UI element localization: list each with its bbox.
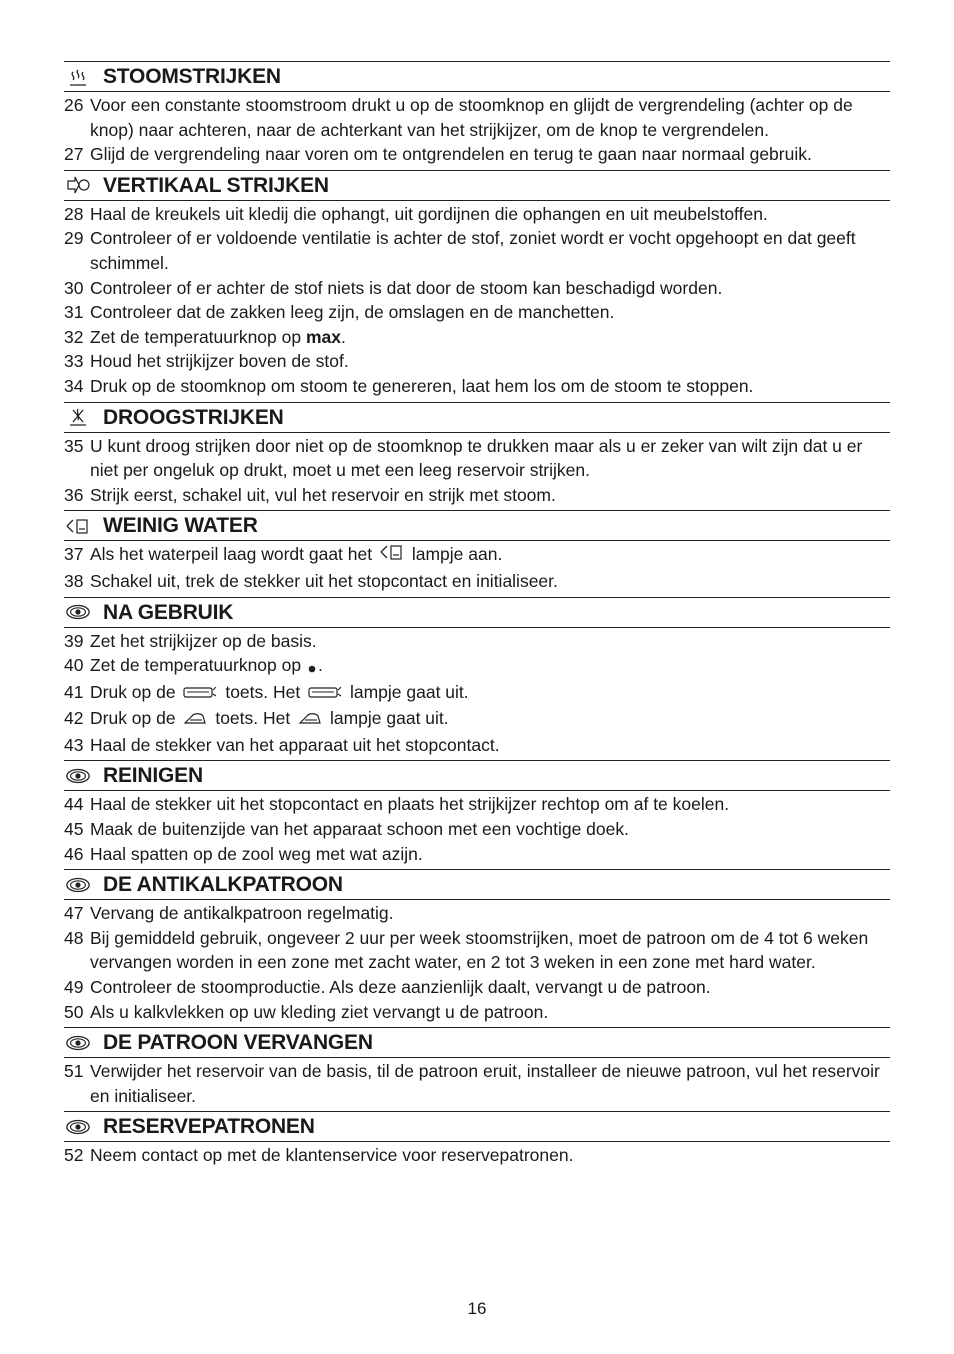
list-item [64, 142, 890, 167]
item-number: 51 [64, 1061, 84, 1082]
item-text: Voor een constante stoomstroom drukt u op de stoomknop en glijdt de vergrendeling (achter op de knop) naar achteren, naar de achterkant van het strijkijzer, om de knop te vergrendelen. [90, 95, 853, 140]
section-heading [64, 597, 890, 628]
item-text: Maak de buitenzijde van het apparaat schoon met een vochtige doek. [90, 819, 629, 840]
section-title: WEINIG WATER [103, 514, 258, 538]
section-heading [64, 170, 890, 201]
item-text [90, 706, 890, 733]
eye-icon [65, 1033, 91, 1053]
section-heading [64, 510, 890, 541]
list-item [64, 483, 890, 508]
item-text-part: toets. Het [220, 681, 306, 702]
item-text [90, 542, 890, 569]
eye-icon [65, 766, 91, 786]
item-text: Haal de stekker van het apparaat uit het stopcontact. [90, 734, 500, 755]
item-text-part: lampje aan. [406, 544, 503, 565]
item-list [64, 791, 890, 869]
list-item [64, 901, 890, 926]
item-number: 39 [64, 630, 84, 651]
list-item [64, 276, 890, 301]
item-list [64, 541, 890, 596]
list-item [64, 349, 890, 374]
section-heading [64, 760, 890, 791]
item-text-part: Druk op de [90, 708, 181, 729]
item-list [64, 900, 890, 1027]
item-text-part: lampje gaat uit. [325, 708, 449, 729]
section [64, 61, 890, 170]
steam-icon [65, 67, 91, 87]
item-text-part: Zet de temperatuurknop op [90, 326, 306, 347]
section-title: REINIGEN [103, 764, 203, 788]
item-number: 38 [64, 570, 84, 591]
item-text: Controleer de stoomproductie. Als deze aanzienlijk daalt, vervangt u de patroon. [90, 977, 711, 998]
item-number: 26 [64, 95, 84, 115]
item-number: 50 [64, 1001, 84, 1022]
item-text-part: Als het waterpeil laag wordt gaat het [90, 544, 377, 565]
section-title: RESERVEPATRONEN [103, 1115, 315, 1139]
item-text-part: . [317, 655, 323, 676]
item-list [64, 1058, 890, 1111]
section-heading [64, 61, 890, 92]
item-number: 33 [64, 351, 84, 372]
item-number: 47 [64, 903, 84, 924]
item-number: 40 [64, 655, 84, 676]
list-item [64, 202, 890, 227]
item-text: Controleer dat de zakken leeg zijn, de omslagen en de manchetten. [90, 302, 615, 323]
item-text: Bij gemiddeld gebruik, ongeveer 2 uur per week stoomstrijken, moet de patroon om de 4 tot 6 weken vervangen worden in een zone met zacht water, en 2 tot 3 weken in een zone met hard water. [90, 927, 869, 973]
section-title: DE PATROON VERVANGEN [103, 1031, 373, 1055]
item-number: 44 [64, 794, 84, 815]
section-title: NA GEBRUIK [103, 600, 234, 624]
low-water-icon [379, 542, 405, 569]
list-item [64, 706, 890, 733]
list-item [64, 926, 890, 975]
item-text [90, 325, 890, 350]
list-item [64, 842, 890, 867]
section [64, 1027, 890, 1111]
item-number: 43 [64, 734, 84, 755]
page-number: 16 [467, 1299, 487, 1318]
item-text-part: lampje gaat uit. [345, 681, 469, 702]
item-text-part: Druk op de [90, 681, 181, 702]
section-title: VERTIKAAL STRIJKEN [103, 173, 329, 197]
item-number: 42 [64, 708, 84, 729]
boiler-icon [307, 682, 343, 707]
item-list [64, 628, 890, 761]
item-number: 46 [64, 843, 84, 864]
section-heading [64, 402, 890, 433]
item-number: 28 [64, 203, 84, 224]
section [64, 170, 890, 402]
item-text: Vervang de antikalkpatroon regelmatig. [90, 903, 394, 924]
section-heading [64, 869, 890, 900]
list-item [64, 629, 890, 654]
section-heading [64, 1111, 890, 1142]
section [64, 1111, 890, 1171]
list-item [64, 434, 890, 483]
manual-page [64, 61, 890, 1171]
item-text: Haal spatten op de zool weg met wat azijn. [90, 843, 423, 864]
item-number: 35 [64, 435, 84, 456]
item-number: 31 [64, 302, 84, 323]
section-title: DROOGSTRIJKEN [103, 405, 284, 429]
eye-icon [65, 1117, 91, 1137]
item-text-part: . [341, 326, 346, 347]
list-item [64, 975, 890, 1000]
vertical-steam-icon [65, 175, 91, 195]
item-text: U kunt droog strijken door niet op de stoomknop te drukken maar als u er zeker van wilt zijn dat u er niet per ongeluk op drukt, moet u met een leeg reservoir strijken. [90, 435, 863, 481]
item-number: 36 [64, 484, 84, 505]
list-item [64, 226, 890, 275]
item-number: 29 [64, 228, 84, 249]
item-text: Zet het strijkijzer op de basis. [90, 630, 317, 651]
list-item [64, 569, 890, 594]
list-item [64, 792, 890, 817]
no-steam-icon [65, 407, 91, 427]
item-text: Neem contact op met de klantenservice voor reservepatronen. [90, 1145, 574, 1166]
eye-icon [65, 602, 91, 622]
item-text-part: Zet de temperatuurknop op [90, 655, 306, 676]
item-number: 34 [64, 375, 84, 396]
section [64, 402, 890, 511]
section-title: STOOMSTRIJKEN [103, 65, 281, 88]
iron-icon [297, 708, 323, 733]
low-water-icon [65, 516, 91, 536]
item-list [64, 1142, 890, 1171]
item-list [64, 433, 890, 511]
section-heading [64, 1027, 890, 1058]
section [64, 510, 890, 596]
item-text [90, 680, 890, 707]
item-number: 32 [64, 326, 84, 347]
list-item [64, 680, 890, 707]
item-text-bold: max [305, 326, 341, 347]
item-list [64, 92, 890, 170]
list-item [64, 325, 890, 350]
item-text: Verwijder het reservoir van de basis, til de patroon eruit, installeer de nieuwe patroon, vul het reservoir en initialiseer. [90, 1061, 880, 1106]
item-text: Druk op de stoomknop om stoom te genereren, laat hem los om de stoom te stoppen. [90, 375, 754, 396]
item-number: 52 [64, 1145, 84, 1166]
item-number: 45 [64, 819, 84, 840]
list-item [64, 1059, 890, 1108]
boiler-icon [182, 682, 218, 707]
list-item [64, 1000, 890, 1025]
item-text: Schakel uit, trek de stekker uit het stopcontact en initialiseer. [90, 570, 558, 591]
section [64, 597, 890, 761]
item-text-part: toets. Het [210, 708, 296, 729]
section [64, 869, 890, 1027]
list-item [64, 1143, 890, 1168]
item-text: Controleer of er achter de stof niets is dat door de stoom kan beschadigd worden. [90, 277, 723, 298]
eye-icon [65, 875, 91, 895]
item-text: Als u kalkvlekken op uw kleding ziet vervangt u de patroon. [90, 1001, 549, 1022]
item-text [90, 653, 890, 680]
list-item [64, 374, 890, 399]
iron-icon [182, 708, 208, 733]
list-item [64, 817, 890, 842]
item-text: Haal de stekker uit het stopcontact en plaats het strijkijzer rechtop om af te koelen. [90, 794, 730, 815]
item-number: 27 [64, 144, 84, 165]
item-number: 49 [64, 977, 84, 998]
item-number: 37 [64, 544, 84, 565]
list-item [64, 542, 890, 569]
list-item [64, 733, 890, 758]
section-title: DE ANTIKALKPATROON [103, 873, 343, 897]
item-number: 41 [64, 681, 84, 702]
item-text: Houd het strijkijzer boven de stof. [90, 351, 349, 372]
section [64, 760, 890, 869]
list-item [64, 93, 890, 142]
list-item [64, 653, 890, 680]
item-text: Haal de kreukels uit kledij die ophangt, uit gordijnen die ophangen en uit meubelstoffen. [90, 203, 768, 224]
list-item [64, 300, 890, 325]
item-text: Glijd de vergrendeling naar voren om te ontgrendelen en terug te gaan naar normaal gebruik. [90, 144, 812, 165]
item-text: Strijk eerst, schakel uit, vul het reservoir en strijk met stoom. [90, 484, 556, 505]
item-list [64, 201, 890, 402]
item-number: 30 [64, 277, 84, 298]
item-text: Controleer of er voldoende ventilatie is achter de stof, zoniet wordt er vocht opgehoopt en dat geeft schimmel. [90, 228, 856, 273]
dot-icon [308, 655, 316, 680]
item-number: 48 [64, 927, 84, 948]
